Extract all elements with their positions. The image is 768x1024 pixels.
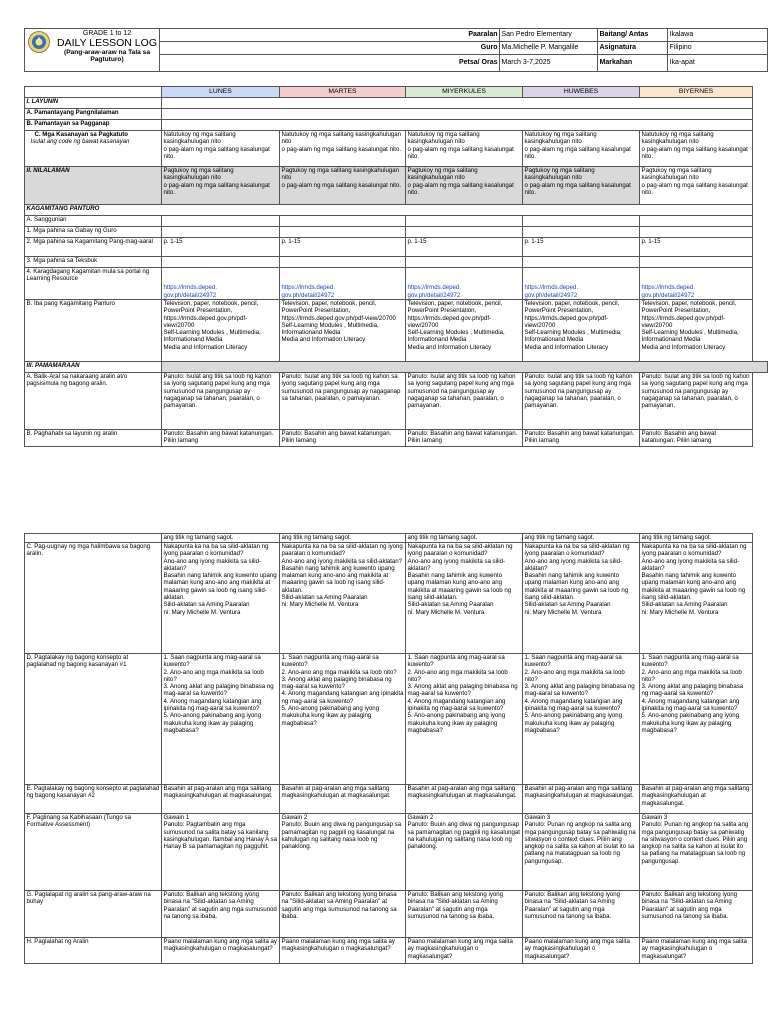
- lesson-table-part1: [24, 86, 767, 447]
- sanggunian-label: A. Sanggunian: [25, 216, 162, 227]
- day-huwebes: HUWEBES: [523, 87, 640, 98]
- kasanayan-label: C. Mga Kasanayan sa Pagkatuto Isulat ang code ng bawat kasanayan: [25, 131, 162, 167]
- baitang-label: Baitang/ Antas: [598, 29, 668, 42]
- paglalahat-lunes: Paano malalaman kung ang mga salita ay magkasingkahulugan o magkasalungat?: [162, 938, 280, 964]
- balik-martes: Panuto: Isulat ang titik sa loob ng kahon sa iyong sagutang papel kung ang mga sumusunod na pangungusap ay nagaganap sa tahanan, paaralan, o pamayanan.: [280, 373, 406, 430]
- teksbuk-label: 3. Mga pahina sa Teksbuk: [25, 257, 162, 268]
- day-lunes: LUNES: [162, 87, 280, 98]
- pagtalakay1-huwebes: 1. Saan nagpunta ang mag-aaral sa kuwento? 2. Ano-ano ang mga makikita sa loob nito? 3. Anong aklat ang palaging binabasa ng mag-aaral sa kuwento? 4. Anong magandang katangian ang ipinakita ng mag-aaral sa kuwento? 5. Ano-anong pakinabang ang iyong makukuha kung ikaw ay palaging magbabasa?: [523, 654, 640, 785]
- paaralan-value: San Pedro Elementary: [500, 29, 598, 42]
- paglalahat-biyernes: Paano malalaman kung ang mga salita ay magkasingkahulugan o magkasalungat?: [640, 938, 753, 964]
- paglalapat-huwebes: Panuto: Balikan ang tekstong iyong binasa na "Silid-aklatan sa Aming Paaralan" at sagutin ang mga sumusunod na tanong sa ibaba.: [523, 891, 640, 938]
- lr-link-huwebes[interactable]: https://lrmds.deped. gov.ph/detail/24972: [523, 268, 640, 300]
- lr-link-lunes[interactable]: https://lrmds.deped. gov.ph/detail/24972: [162, 268, 280, 300]
- pagtalakay2-miyerkules: Basahin at pag-aralan ang mga salitang magkasingkahulugan at magkasalungat.: [406, 785, 523, 814]
- paglalahat-huwebes: Paano malalaman kung ang mga salita ay magkasingkahulugan o magkasalungat?: [523, 938, 640, 964]
- pag-uugnay-lunes: Nakapunta ka na ba sa silid-aklatan ng iyong paaralan o komunidad? Ano-ano ang iyong makikita sa silid-aklatan? Basahin nang tahimik ang kuwento upang malaman kung ano-ano ang makikita at maaaring gawin sa loob ng isang silid-aklatan. Silid-aklatan sa Aming Paaralan ni: Mary Michelle M. Ventura: [162, 543, 280, 654]
- pagtalakay1-miyerkules: 1. Saan nagpunta ang mag-aaral sa kuwento? 2. Ano-ano ang mga makikita sa loob nito? 3. Anong aklat ang palaging binabasa ng mag-aaral sa kuwento? 4. Anong magandang katangian ang ipinakita ng mag-aaral sa kuwento? 5. Ano-anong pakinabang ang iyong makukuha kung ikaw ay palaging magbabasa?: [406, 654, 523, 785]
- pahina-lunes: p. 1-15: [162, 238, 280, 257]
- paglinang-huwebes: Gawain 3 Panuto: Punan ng angkop na salita ang mga pangungusap batay sa pahiwatig na sitwasyon o context clues. Piliin ang angkop na salita sa kahon at isulat ito sa patlang na matatagpuan sa loob ng pangungusap.: [523, 814, 640, 891]
- balik-miyerkules: Panuto: Isulat ang titik sa loob ng kahon sa iyong sagutang papel kung ang mga sumusunod na pangungusap ay nagaganap sa tahanan, paaralan, o pamayanan.: [406, 373, 523, 430]
- asignatura-value: Filipino: [668, 42, 768, 55]
- guro-label: Guro: [160, 42, 500, 55]
- pamamaraan-heading: III. PAMAMARAAN: [25, 362, 162, 373]
- iba-pang-kagamitan-label: B. Iba pang Kagamitang Panturo: [25, 300, 162, 362]
- petsa-value: March 3-7,2025: [500, 55, 598, 72]
- pag-uugnay-huwebes: Nakapunta ka na ba sa silid-aklatan ng iyong paaralan o komunidad? Ano-ano ang iyong makikita sa silid-aklatan? Basahin nang tahimik ang kuwento upang malaman kung ano-ano ang makikita at maaaring gawin sa loob ng isang silid-aklatan. Silid-aklatan sa Aming Paaralan ni: Mary Michelle M. Ventura: [523, 543, 640, 654]
- pamantayang-pangnilalaman: A. Pamantayang Pangnilalaman: [25, 109, 162, 120]
- paglinang-martes: Gawain 2 Panuto: Buuin ang diwa ng pangungusap sa pamamagitan ng pagpili ng kasalungat na kahulugan ng salitang nasa loob ng panaklong.: [280, 814, 406, 891]
- kasanayan-miyerkules: Natutukoy ng mga salitang kasingkahulugan nito o pag-alam ng mga salitang kasalungat nito.: [406, 131, 523, 167]
- pagtalakay2-biyernes: Basahin at pag-aralan ang mga salitang magkasingkahulugan at magkasalungat.: [640, 785, 753, 814]
- paghahabi-miyerkules: Panuto: Basahin ang bawat katanungan. Piliin lamang: [406, 430, 523, 447]
- paglalapat-lunes: Panuto: Balikan ang tekstong iyong binasa na "Silid-aklatan sa Aming Paaralan" at sagutin ang mga sumusunod na tanong sa ibaba.: [162, 891, 280, 938]
- balik-lunes: Panuto: Isulat ang titik sa loob ng kahon sa iyong sagutang papel kung ang mga sumusunod na pangungusap ay nagaganap sa tahanan, paaralan, o pamayanan.: [162, 373, 280, 430]
- nilalaman-miyerkules: Pagtukoy ng mga salitang kasingkahulugan nito o pag-alam ng mga salitang kasalungat nito.: [406, 167, 523, 205]
- pamantayan-sa-pagganap: B. Pamantayan sa Pagganap: [25, 120, 162, 131]
- paglalahat-miyerkules: Paano malalaman kung ang mga salita ay magkasingkahulugan o magkasalungat?: [406, 938, 523, 964]
- pag-uugnay-biyernes: Nakapunta ka na ba sa silid-aklatan ng iyong paaralan o komunidad? Ano-ano ang iyong makikita sa silid-aklatan? Basahin nang tahimik ang kuwento upang malaman kung ano-ano ang makikita at maaaring gawin sa loob ng isang silid-aklatan. Silid-aklatan sa Aming Paaralan ni: Mary Michelle M. Ventura: [640, 543, 753, 654]
- iba-martes: Television, paper, notebook, pencil, PowerPoint Presentation, https://lrmds.deped.gov.ph/pdf-view/20700 Self-Learning Modules , Multimedia, Informationand Media Media and Information Literacy: [280, 300, 406, 362]
- paghahabi-lunes: Panuto: Basahin ang bawat katanungan. Piliin lamang: [162, 430, 280, 447]
- kagamitang-heading: KAGAMITANG PANTURO: [25, 205, 753, 216]
- paglinang-label: F. Paglinang sa Kabihasaan (Tungo sa Formative Assessment): [25, 814, 162, 891]
- pag-uugnay-martes: Nakapunta ka na ba sa silid-aklatan ng iyong paaralan o komunidad? Ano-ano ang iyong makikita sa silid-aklatan? Basahin nang tahimik ang kuwento upang malaman kung ano-ano ang makikita at maaaring gawin sa loob ng isang silid-aklatan. Silid-aklatan sa Aming Paaralan ni: Mary Michelle M. Ventura: [280, 543, 406, 654]
- pagtalakay1-label: D. Pagtalakay ng bagong konsepto at paglalahad ng bagong kasanayan #1: [25, 654, 162, 785]
- paglalahat-martes: Paano malalaman kung ang mga salita ay magkasingkahulugan o magkasalungat?: [280, 938, 406, 964]
- lr-link-martes[interactable]: https://lrmds.deped. gov.ph/detail/24972: [280, 268, 406, 300]
- iba-lunes: Television, paper, notebook, pencil, PowerPoint Presentation, https://lrmds.deped.gov.ph/pdf-view/20700 Self-Learning Modules , Multimedia, Informationand Media Media and Information Literacy: [162, 300, 280, 362]
- pahina-label: 2. Mga pahina sa Kagamitang Pang-mag-aaral: [25, 238, 162, 257]
- paglalapat-miyerkules: Panuto: Balikan ang tekstong iyong binasa na "Silid-aklatan sa Aming Paaralan" at sagutin ang mga sumusunod na tanong sa ibaba.: [406, 891, 523, 938]
- nilalaman-lunes: Pagtukoy ng mga salitang kasingkahulugan nito o pag-alam ng mga salitang kasalungat nito.: [162, 167, 280, 205]
- kasanayan-huwebes: Natutukoy ng mga salitang kasingkahulugan nito o pag-alam ng mga salitang kasalungat nito.: [523, 131, 640, 167]
- cont-biyernes: ang titik ng tamang sagot.: [640, 534, 753, 543]
- iba-biyernes: Television, paper, notebook, pencil, PowerPoint Presentation, https://lrmds.deped.gov.ph/pdf-view/20700 Self-Learning Modules , Multimedia, Informationand Media Media and Information Literacy: [640, 300, 753, 362]
- lesson-table: [24, 86, 768, 447]
- pagtalakay2-martes: Basahin at pag-aralan ang mga salitang magkasingkahulugan at magkasalungat.: [280, 785, 406, 814]
- guro-value: Ma.Michelle P. Mangalile: [500, 42, 598, 55]
- nilalaman-huwebes: Pagtukoy ng mga salitang kasingkahulugan nito o pag-alam ng mga salitang kasalungat nito.: [523, 167, 640, 205]
- markahan-label: Markahan: [598, 55, 668, 72]
- paglinang-lunes: Gawain 1 Panuto: Pagtambalin ang mga sumusunod na salita batay sa kanilang kasingkahulugan. Itambal ang Hanay A sa Hanay B sa pamamagitan ng pagguhit.: [162, 814, 280, 891]
- iba-huwebes: Television, paper, notebook, pencil, PowerPoint Presentation, https://lrmds.deped.gov.ph/pdf-view/20700 Self-Learning Modules , Multimedia, Informationand Media Media and Information Literacy: [523, 300, 640, 362]
- cont-miyerkules: ang titik ng tamang sagot.: [406, 534, 523, 543]
- paglalahat-label: H. Paglalahat ng Aralin: [25, 938, 162, 964]
- kasanayan-martes: Natutukoy ng mga salitang kasingkahulugan nito o pag-alam ng mga salitang kasalungat nito.: [280, 131, 406, 167]
- pagtalakay2-huwebes: Basahin at pag-aralan ang mga salitang magkasingkahulugan at magkasalungat.: [523, 785, 640, 814]
- deped-seal-icon: [28, 31, 50, 53]
- paglalapat-biyernes: Panuto: Balikan ang tekstong iyong binasa na "Silid-aklatan sa Aming Paaralan" at sagutin ang mga sumusunod na tanong sa ibaba.: [640, 891, 753, 938]
- page-subtitle: (Pang-araw-araw na Tala sa Pagtuturo): [64, 49, 150, 64]
- balik-huwebes: Panuto: Isulat ang titik sa loob ng kahon sa iyong sagutang papel kung ang mga sumusunod na pangungusap ay nagaganap sa tahanan, paaralan, o pamayanan.: [523, 373, 640, 430]
- header-table: [24, 28, 768, 72]
- pagtalakay2-label: E. Pagtalakay ng bagong konsepto at paglalahad ng bagong kasanayan #2: [25, 785, 162, 814]
- paghahabi-label: B. Paghahabi sa layunin ng aralin: [25, 430, 162, 447]
- pahina-biyernes: p. 1-15: [640, 238, 753, 257]
- paghahabi-biyernes: Panuto: Basahin ang bawat katanungan. Piliin lamang: [640, 430, 753, 447]
- pag-uugnay-label: C. Pag-uugnay ng mga halimbawa sa bagong aralin.: [25, 543, 162, 654]
- lr-link-biyernes[interactable]: https://lrmds.deped. gov.ph/detail/24972: [640, 268, 753, 300]
- pagtalakay2-lunes: Basahin at pag-aralan ang mga salitang magkasingkahulugan at magkasalungat.: [162, 785, 280, 814]
- pagtalakay1-biyernes: 1. Saan nagpunta ang mag-aaral sa kuwento? 2. Ano-ano ang mga makikita sa loob nito? 3. Anong aklat ang palaging binabasa ng mag-aaral sa kuwento? 4. Anong magandang katangian ang ipinakita ng mag-aaral sa kuwento? 5. Ano-anong pakinabang ang iyong makukuha kung ikaw ay palaging magbabasa?: [640, 654, 753, 785]
- pahina-huwebes: p. 1-15: [523, 238, 640, 257]
- nilalaman-heading: II. NILALAMAN: [25, 167, 162, 205]
- cont-martes: ang titik ng tamang sagot.: [280, 534, 406, 543]
- balik-biyernes: Panuto: Isulat ang titik sa loob ng kahon sa iyong sagutang papel kung ang mga sumusunod na pangungusap ay nagaganap sa tahanan, paaralan, o pamayanan.: [640, 373, 753, 430]
- asignatura-label: Asignatura: [598, 42, 668, 55]
- layunin-heading: I. LAYUNIN: [25, 98, 162, 109]
- paglalapat-martes: Panuto: Balikan ang tekstong iyong binasa na "Silid-aklatan sa Aming Paaralan" at sagutin ang mga sumusunod na tanong sa ibaba.: [280, 891, 406, 938]
- nilalaman-biyernes: Pagtukoy ng mga salitang kasingkahulugan nito o pag-alam ng mga salitang kasalungat nito.: [640, 167, 753, 205]
- paglinang-biyernes: Gawain 3 Panuto: Punan ng angkop na salita ang mga pangungusap batay sa pahiwatig na sitwasyon o context clues. Piliin ang angkop na salita sa kahon at isulat ito sa patlang na matatagpuan sa loob ng pangungusap.: [640, 814, 753, 891]
- gabay-label: 1. Mga pahina sa Gabay ng Guro: [25, 227, 162, 238]
- paglinang-miyerkules: Gawain 2 Panuto: Buuin ang diwa ng pangungusap sa pamamagitan ng pagpili ng kasalungat na kahulugan ng salitang nasa loob ng panaklong.: [406, 814, 523, 891]
- day-miyerkules: MIYERKULES: [406, 87, 523, 98]
- pahina-miyerkules: p. 1-15: [406, 238, 523, 257]
- paglalapat-label: G. Paglalapat ng aralin sa pang-araw-araw na buhay: [25, 891, 162, 938]
- lr-portal-label: 4. Karagdagang Kagamitan mula sa portal ng Learning Resource: [25, 268, 162, 300]
- kasanayan-biyernes: Natutukoy ng mga salitang kasingkahulugan nito o pag-alam ng mga salitang kasalungat nito.: [640, 131, 753, 167]
- lesson-table-continued: [24, 533, 768, 964]
- page-title: DAILY LESSON LOG: [57, 37, 157, 49]
- pagtalakay1-lunes: 1. Saan nagpunta ang mag-aaral sa kuwento? 2. Ano-ano ang mga makikita sa loob nito? 3. Anong aklat ang palaging binabasa ng mag-aaral sa kuwento? 4. Anong magandang katangian ang ipinakita ng mag-aaral sa kuwento? 5. Ano-anong pakinabang ang iyong makukuha kung ikaw ay palaging magbabasa?: [162, 654, 280, 785]
- day-biyernes: BIYERNES: [640, 87, 753, 98]
- kasanayan-lunes: Natutukoy ng mga salitang kasingkahulugan nito o pag-alam ng mga salitang kasalungat nito.: [162, 131, 280, 167]
- lesson-table-part2: [24, 533, 767, 964]
- pahina-martes: p. 1-15: [280, 238, 406, 257]
- iba-miyerkules: Television, paper, notebook, pencil, PowerPoint Presentation, https://lrmds.deped.gov.ph/pdf-view/20700 Self-Learning Modules , Multimedia, Informationand Media Media and Information Literacy: [406, 300, 523, 362]
- nilalaman-martes: Pagtukoy ng mga salitang kasingkahulugan nito o pag-alam ng mga salitang kasalungat nito.: [280, 167, 406, 205]
- baitang-value: Ikalawa: [668, 29, 768, 42]
- paghahabi-martes: Panuto: Basahin ang bawat katanungan. Piliin lamang: [280, 430, 406, 447]
- pagtalakay1-martes: 1. Saan nagpunta ang mag-aaral sa kuwento? 2. Ano-ano ang mga makikita sa loob nito? 3. Anong aklat ang palaging binabasa ng mag-aaral sa kuwento? 4. Anong magandang katangian ang ipinakita ng mag-aaral sa kuwento? 5. Ano-anong pakinabang ang iyong makukuha kung ikaw ay palaging magbabasa?: [280, 654, 406, 785]
- balik-aral-label: A. Balik-Aral sa nakaraang aralin at/o pagsisimula ng bagong aralin.: [25, 373, 162, 430]
- petsa-label: Petsa/ Oras: [160, 55, 500, 72]
- lr-link-miyerkules[interactable]: https://lrmds.deped. gov.ph/detail/24972: [406, 268, 523, 300]
- cont-huwebes: ang titik ng tamang sagot.: [523, 534, 640, 543]
- day-martes: MARTES: [280, 87, 406, 98]
- paaralan-label: Paaralan: [160, 29, 500, 42]
- header-block: [24, 28, 767, 72]
- pag-uugnay-miyerkules: Nakapunta ka na ba sa silid-aklatan ng iyong paaralan o komunidad? Ano-ano ang iyong makikita sa silid-aklatan? Basahin nang tahimik ang kuwento upang malaman kung ano-ano ang makikita at maaaring gawin sa loob ng isang silid-aklatan. Silid-aklatan sa Aming Paaralan ni: Mary Michelle M. Ventura: [406, 543, 523, 654]
- header-title-cell: [25, 29, 160, 72]
- cont-lunes: ang titik ng tamang sagot.: [162, 534, 280, 543]
- markahan-value: Ika-apat: [668, 55, 768, 72]
- paghahabi-huwebes: Panuto: Basahin ang bawat katanungan. Piliin lamang: [523, 430, 640, 447]
- grade-label: GRADE 1 to 12: [82, 30, 132, 37]
